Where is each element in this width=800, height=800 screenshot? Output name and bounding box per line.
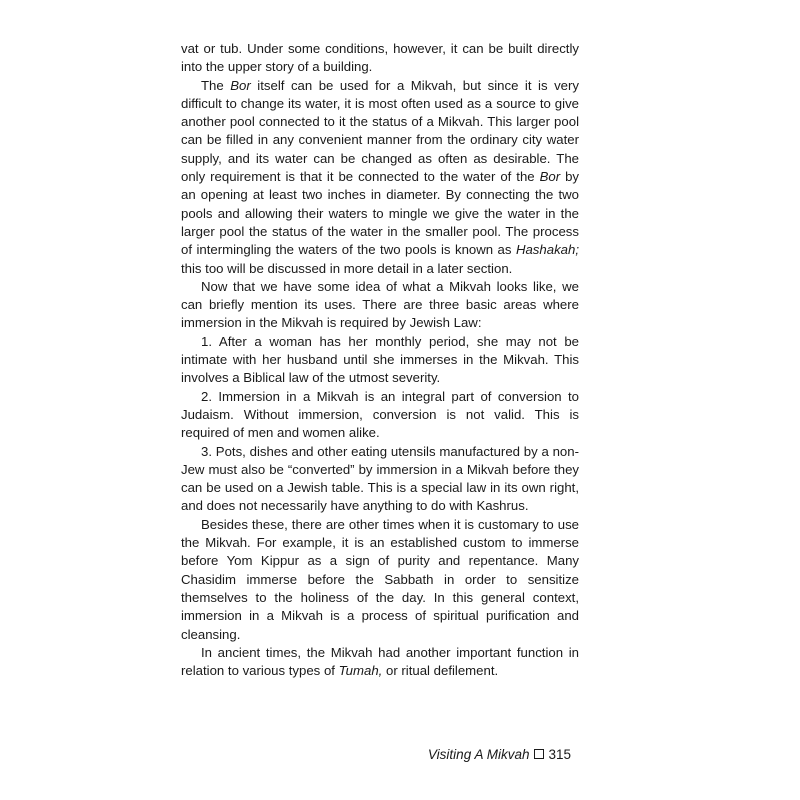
text-run: In ancient times, the Mikvah had another important function in relation to various types of (181, 644, 579, 679)
footer-title: Visiting A Mikvah (427, 747, 530, 762)
text-run: itself can be used for a Mikvah, but since it is very difficult to change its water, it is most often used as a source to give another pool connected to it the status of a Mikvah. This larger pool can be filled in any convenient manner from the ordinary city water supply, and its water can be changed as often as desirable. The only requirement is that it be connected to the water of the (181, 77, 579, 185)
text-run: 1. After a woman has her monthly period, she may not be intimate with her husband until she immerses in the Mikvah. This involves a Biblical law of the utmost severity. (181, 333, 579, 386)
italic-term: Bor (230, 77, 251, 93)
paragraph (181, 516, 579, 644)
italic-term: Tumah, (338, 663, 383, 679)
box-separator-icon (534, 749, 544, 759)
text-run: vat or tub. Under some conditions, however, it can be built directly into the upper story of a building. (181, 41, 579, 75)
list-item-2 (181, 388, 579, 443)
list-item-3 (181, 443, 579, 516)
text-run: 2. Immersion in a Mikvah is an integral part of conversion to Judaism. Without immersion, conversion is not valid. This is required of men and women alike. (181, 388, 579, 441)
text-run: Besides these, there are other times when it is customary to use the Mikvah. For example, it is an established custom to immerse before Yom Kippur as a sign of purity and repentance. Many Chasidim immerse before the Sabbath in order to sensitize themselves to the holiness of the day. In this general context, immersion in a Mikvah is a process of spiritual purification and cleansing. (181, 516, 579, 642)
text-run: by an opening at least two inches in diameter. By connecting the two pools and allowing their waters to mingle we give the water in the larger pool the status of the water in the smaller pool. The process of intermingling the waters of the two pools is known as (181, 169, 580, 258)
paragraph (181, 644, 579, 681)
paragraph (181, 278, 579, 333)
paragraph (181, 40, 579, 77)
body-text (181, 40, 579, 680)
running-footer (181, 747, 571, 762)
italic-term: Hashakah; (515, 242, 579, 258)
page-number: 315 (548, 747, 571, 762)
text-run: this too will be discussed in more detail in a later section. (181, 260, 513, 276)
text-run: The (201, 77, 231, 93)
list-item-1 (181, 333, 579, 388)
text-run: or ritual defilement. (382, 663, 499, 679)
text-run: 3. Pots, dishes and other eating utensils manufactured by a non-Jew must also be “converted” by immersion in a Mikvah before they can be used on a Jewish table. This is a special law in its own right, and does not necessarily have anything to do with Kashrus. (181, 443, 579, 514)
paragraph (181, 77, 579, 278)
text-run: Now that we have some idea of what a Mikvah looks like, we can briefly mention its uses. There are three basic areas where immersion in the Mikvah is required by Jewish Law: (181, 278, 579, 331)
italic-term: Bor (539, 169, 561, 185)
